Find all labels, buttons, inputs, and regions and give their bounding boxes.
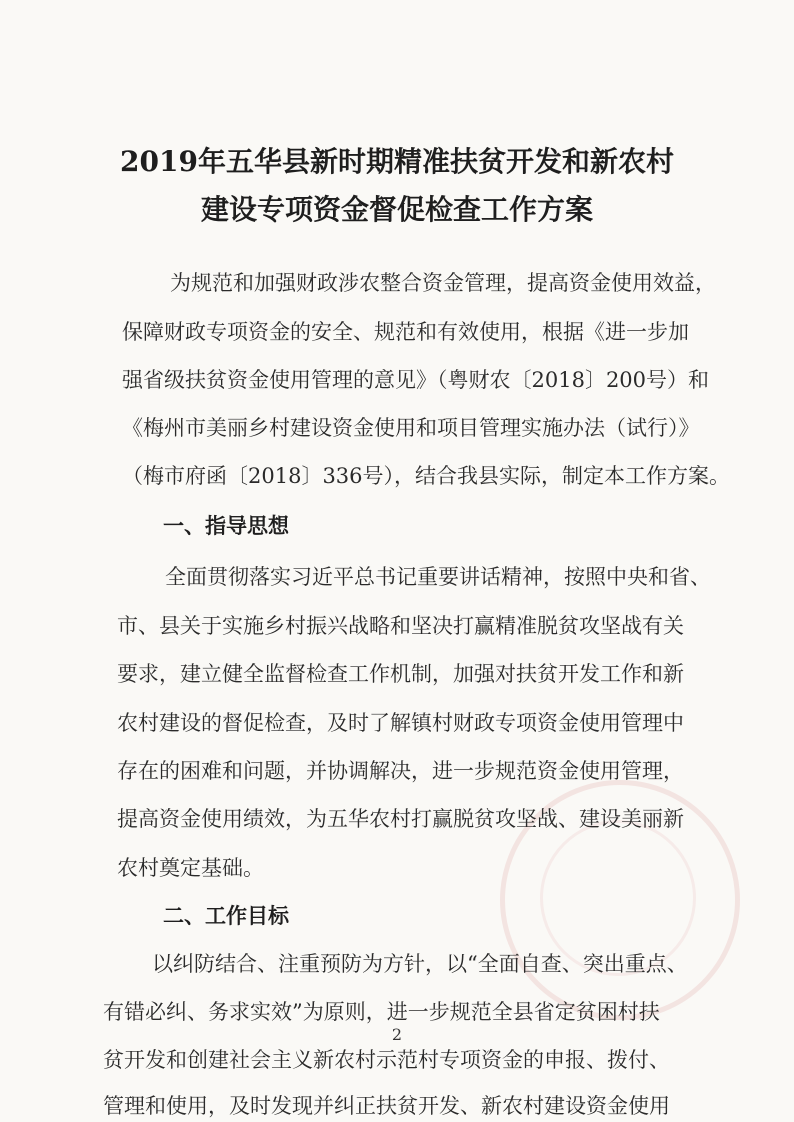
intro-line-2: 保障财政专项资金的安全、规范和有效使用，根据《进一步加 [122, 320, 689, 344]
section-1-line-4: 农村建设的督促检查，及时了解镇村财政专项资金使用管理中 [117, 711, 684, 735]
intro-line-4: 《梅州市美丽乡村建设资金使用和项目管理实施办法（试行）》 [122, 416, 700, 440]
section-2-heading: 二、工作目标 [163, 904, 289, 928]
page-number: 2 [391, 1025, 403, 1044]
intro-line-3: 强省级扶贫资金使用管理的意见》（粤财农〔2018〕200号）和 [122, 368, 710, 392]
section-1-line-1: 全面贯彻落实习近平总书记重要讲话精神，按照中央和省、 [165, 565, 711, 589]
intro-line-1: 为规范和加强财政涉农整合资金管理，提高资金使用效益， [170, 271, 716, 295]
section-1-line-6: 提高资金使用绩效，为五华农村打赢脱贫攻坚战、建设美丽新 [117, 807, 684, 831]
section-1-heading: 一、指导思想 [163, 514, 289, 538]
section-2-line-1: 以纠防结合、注重预防为方针，以“全面自查、突出重点、 [152, 952, 688, 976]
section-1-line-5: 存在的困难和问题，并协调解决，进一步规范资金使用管理， [117, 759, 684, 783]
document-title-line-1: 2019年五华县新时期精准扶贫开发和新农村 [120, 145, 674, 178]
section-2-line-4: 管理和使用，及时发现并纠正扶贫开发、新农村建设资金使用 [103, 1094, 670, 1118]
section-1-line-2: 市、县关于实施乡村振兴战略和坚决打赢精准脱贫攻坚战有关 [117, 614, 684, 638]
section-1-line-7: 农村奠定基础。 [117, 856, 264, 880]
section-2-line-2: 有错必纠、务求实效”为原则，进一步规范全县省定贫困村扶 [103, 1000, 660, 1024]
document-title-line-2: 建设专项资金督促检查工作方案 [200, 193, 593, 226]
section-2-line-3: 贫开发和创建社会主义新农村示范村专项资金的申报、拨付、 [103, 1048, 670, 1072]
section-1-line-3: 要求，建立健全监督检查工作机制，加强对扶贫开发工作和新 [117, 662, 684, 686]
intro-line-5: （梅市府函〔2018〕336号），结合我县实际，制定本工作方案。 [122, 464, 731, 488]
